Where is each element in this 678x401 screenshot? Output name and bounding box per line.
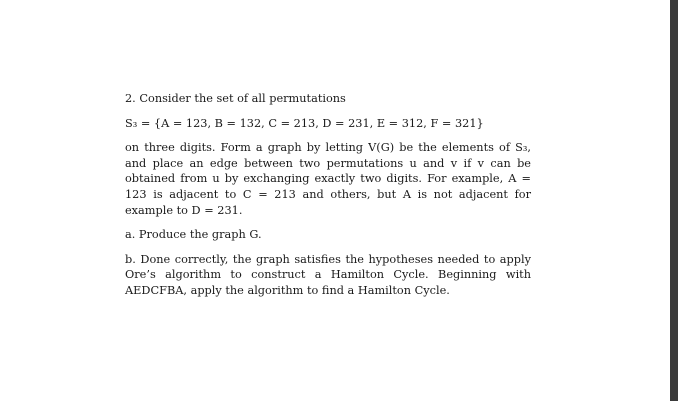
problem-description: on three digits. Form a graph by letting V(G) be the elements of S₃, and place an edge between two permutations u and v if v can be obtained from u by exchanging exactly two digits. For example, A = 123 is adjacent to C = 213 and others, but A is not adjacent for example to D = 231. [125,141,531,217]
set-definition: S₃ = {A = 123, B = 132, C = 213, D = 231, E = 312, F = 321} [125,116,484,130]
vertical-scrollbar[interactable] [670,0,678,401]
part-a-question: a. Produce the graph G. [125,228,262,242]
problem-content [125,91,531,299]
problem-heading: 2. Consider the set of all permutations [125,92,346,105]
part-b-question: b. Done correctly, the graph satisfies the hypotheses needed to apply Ore’s algorithm to construct a Hamilton Cycle. Beginning with AEDCFBA, apply the algorithm to find a Hamilton Cycle. [125,252,531,297]
